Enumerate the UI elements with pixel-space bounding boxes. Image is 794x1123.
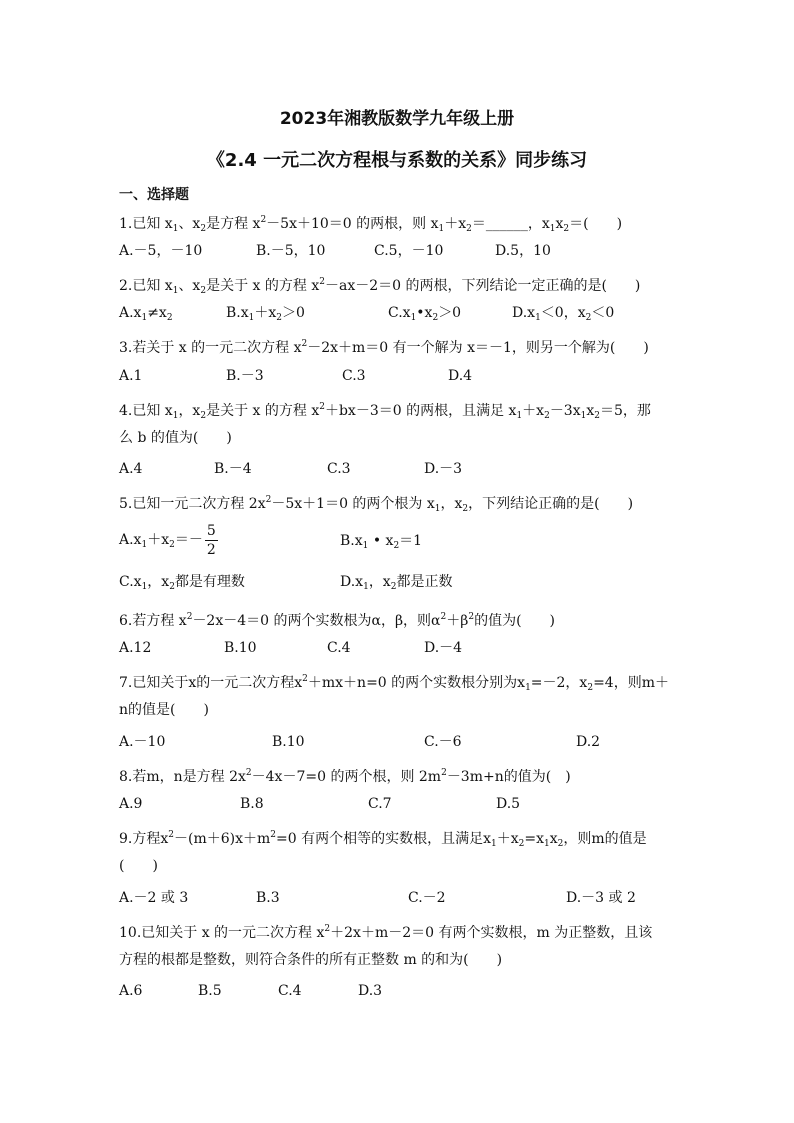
question-5-option-d: $D.x_1$，$x_2$都是正数 bbox=[340, 574, 453, 592]
question-9-option-b: B.3 bbox=[256, 890, 280, 906]
document-subtitle: 《2.4 一元二次方程根与系数的关系》同步练习 bbox=[206, 150, 588, 171]
question-2-option-a: $A.x_1\ne x_2$ bbox=[119, 305, 173, 323]
question-9-stem: 9.方程$x^2-(m+6)x+m^2=0$ 有两个相等的实数根，且满足$x_1+x_2=x_1x_2$，则m的值是 bbox=[119, 830, 647, 849]
question-2-option-b: $B.x_1+x_2>0$ bbox=[226, 305, 305, 323]
question-7-stem: 7.已知关于x的一元二次方程$x^2+mx+n=0$ 的两个实数根分别为$x_1=-2$，$x_2=4$，则m＋ bbox=[119, 674, 669, 693]
fraction: $\frac{5}{2}$ bbox=[206, 522, 216, 558]
question-7-option-c: C.－6 bbox=[424, 734, 462, 750]
question-6-stem: 6.若方程 $x^2-2x-4=0$ 的两个实数根为α，β，则$\alpha^2+\beta^2$的值为( ) bbox=[119, 612, 556, 629]
question-10-option-d: D.3 bbox=[358, 983, 383, 999]
question-9-option-d: D.－3 或 2 bbox=[566, 890, 636, 906]
question-10-option-b: B.5 bbox=[198, 983, 222, 999]
question-7-option-b: B.10 bbox=[272, 734, 305, 750]
question-4-stem-line2: 么 b 的值为( ) bbox=[119, 430, 232, 446]
question-4-option-a: A.4 bbox=[119, 461, 143, 477]
question-10-stem: 10.已知关于 x 的一元二次方程 $x^2+2x+m-2=0$ 有两个实数根，m 为正整数，且该 bbox=[119, 924, 653, 941]
question-2-option-c: $C.x_1•x_2>0$ bbox=[388, 305, 462, 323]
question-9-option-a: A.－2 或 3 bbox=[119, 890, 189, 906]
question-4-option-d: D.－3 bbox=[424, 461, 463, 477]
document-title: 2023年湘教版数学九年级上册 bbox=[279, 109, 515, 129]
question-8-option-d: D.5 bbox=[496, 796, 521, 812]
question-2-option-d: $D.x_1<0$，$x_2<0$ bbox=[512, 305, 615, 323]
question-1-option-a: A.－5，－10 bbox=[119, 243, 203, 259]
question-8-option-c: C.7 bbox=[368, 796, 392, 812]
question-6-option-d: D.－4 bbox=[424, 640, 463, 656]
question-10-option-a: A.6 bbox=[119, 983, 143, 999]
section-heading: 一、选择题 bbox=[119, 187, 189, 203]
question-8-stem: 8.若m，n是方程 $2x^2-4x-7=0$ 的两个根，则 $2m^2-3m+n$的值为( ) bbox=[119, 768, 571, 785]
question-6-option-b: B.10 bbox=[224, 640, 257, 656]
question-6-option-a: A.12 bbox=[119, 640, 152, 656]
question-3-option-a: A.1 bbox=[119, 368, 143, 384]
question-9-option-c: C.－2 bbox=[408, 890, 446, 906]
question-5-option-c: $C.x_1$，$x_2$都是有理数 bbox=[119, 574, 245, 592]
question-5-stem: 5.已知一元二次方程 $2x^2-5x+1=0$ 的两个根为 $x_1$，$x_2$，下列结论正确的是( ) bbox=[119, 495, 634, 514]
question-10-option-c: C.4 bbox=[278, 983, 302, 999]
question-3-option-d: D.4 bbox=[448, 368, 473, 384]
question-7-option-a: A.－10 bbox=[119, 734, 166, 750]
question-4-option-c: C.3 bbox=[327, 461, 351, 477]
question-1-option-b: B.－5，10 bbox=[256, 243, 326, 259]
question-1-option-c: C.5，－10 bbox=[374, 243, 444, 259]
question-7-option-d: D.2 bbox=[576, 734, 601, 750]
question-1-stem: 1.已知 $x_1$、$x_2$是方程 $x^2-5x+10=0$ 的两根，则 $x_1+x_2=\_\_\_\_\_\_$，$x_1x_2=$( ) bbox=[119, 215, 623, 234]
question-4-stem: 4.已知 $x_1$，$x_2$是关于 x 的方程 $x^2+bx-3=0$ 的两根，且满足 $x_1+x_2-3x_1x_2=5$，那 bbox=[119, 402, 651, 421]
question-10-stem-line2: 方程的根都是整数，则符合条件的所有正整数 m 的和为( ) bbox=[119, 952, 503, 968]
question-7-stem-line2: n的值是( ) bbox=[119, 702, 209, 718]
question-8-option-a: A.9 bbox=[119, 796, 143, 812]
question-2-stem: 2.已知 $x_1$、$x_2$是关于 x 的方程 $x^2-ax-2=0$ 的两根，下列结论一定正确的是( ) bbox=[119, 277, 641, 296]
question-6-option-c: C.4 bbox=[327, 640, 351, 656]
question-3-stem: 3.若关于 x 的一元二次方程 $x^2-2x+m=0$ 有一个解为 x＝－1，则另一个解为( ) bbox=[119, 339, 649, 356]
question-3-option-b: B.－3 bbox=[226, 368, 264, 384]
question-5-option-b: $B.x_1$ • $x_2=1$ bbox=[340, 533, 423, 551]
question-5-option-a: $A.x_1+x_2=-$ $\frac{5}{2}$ bbox=[119, 522, 216, 558]
question-1-option-d: D.5，10 bbox=[495, 243, 551, 259]
question-3-option-c: C.3 bbox=[342, 368, 366, 384]
question-8-option-b: B.8 bbox=[240, 796, 264, 812]
question-9-stem-line2: ( ) bbox=[119, 858, 158, 874]
question-4-option-b: B.－4 bbox=[214, 461, 252, 477]
